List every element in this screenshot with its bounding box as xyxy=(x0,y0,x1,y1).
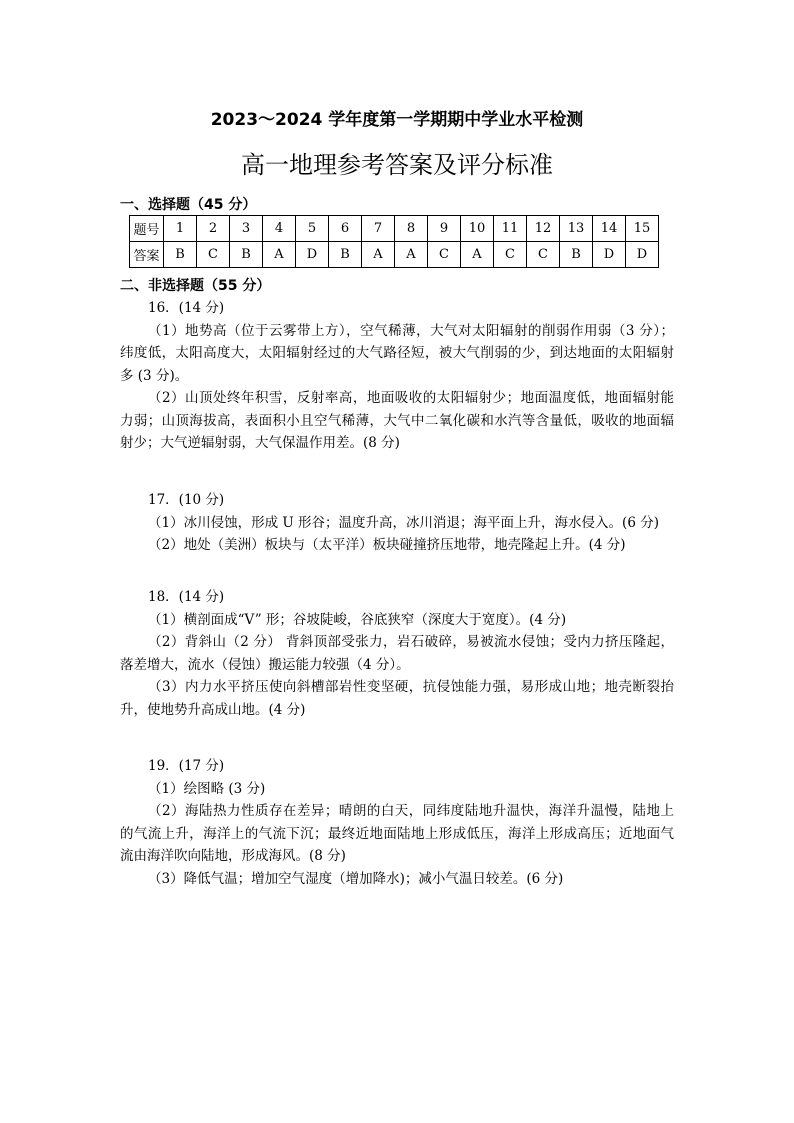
question-number: 9 xyxy=(428,216,461,242)
question-number: 11 xyxy=(494,216,527,242)
q18-answer-2-line: （2）背斜山（2 分） 背斜顶部受张力，岩石破碎，易被流水侵蚀；受内力挤压隆起， xyxy=(148,634,674,650)
question-number: 8 xyxy=(395,216,428,242)
q16-answer-2-line: 射少；大气逆辐射弱，大气保温作用差。(8 分) xyxy=(120,435,400,451)
answer-cell: C xyxy=(527,242,560,268)
q16-answer-2-line: （2）山顶处终年积雪，反射率高，地面吸收的太阳辐射少；地面温度低，地面辐射能 xyxy=(148,390,674,406)
q16-answer-2-line: 力弱；山顶海拔高，表面积小且空气稀薄，大气中二氧化碳和水汽等含量低，吸收的地面辐 xyxy=(120,412,674,429)
question-number: 13 xyxy=(560,216,593,242)
row-label: 答案 xyxy=(130,242,164,268)
document-subtitle: 高一地理参考答案及评分标准 xyxy=(241,151,553,179)
question-number: 15 xyxy=(626,216,659,242)
q16-answer-1-line: 多 (3 分)。 xyxy=(120,367,189,384)
q19-answer-2-line: 的气流上升，海洋上的气流下沉；最终近地面陆地上形成低压，海洋上形成高压；近地面气 xyxy=(120,825,674,842)
question-number: 7 xyxy=(362,216,395,242)
q18-answer-3-line: 升，使地势升高成山地。(4 分) xyxy=(120,701,306,718)
q18-answer-1: （1）横剖面成“V” 形；谷坡陡峻，谷底狭窄（深度大于宽度）。(4 分) xyxy=(148,611,567,628)
answer-table xyxy=(129,215,659,268)
answer-cell: B xyxy=(164,242,197,268)
answer-cell: D xyxy=(296,242,329,268)
answer-row xyxy=(130,242,659,268)
question-number: 10 xyxy=(461,216,494,242)
question-17-number: 17．(10 分) xyxy=(148,492,225,508)
question-number: 3 xyxy=(230,216,263,242)
q17-answer-2: （2）地处（美洲）板块与（太平洋）板块碰撞挤压地带，地壳隆起上升。(4 分) xyxy=(148,537,626,553)
answer-cell: A xyxy=(395,242,428,268)
answer-cell: B xyxy=(230,242,263,268)
answer-cell: B xyxy=(560,242,593,268)
question-16-number: 16．(14 分) xyxy=(148,300,225,316)
question-16 xyxy=(120,297,674,455)
q19-answer-1: （1）绘图略 (3 分) xyxy=(148,780,266,797)
question-19 xyxy=(120,755,674,890)
q19-answer-2-line: （2）海陆热力性质存在差异；晴朗的白天，同纬度陆地升温快，海洋升温慢，陆地上 xyxy=(148,803,674,819)
answer-cell: B xyxy=(329,242,362,268)
q17-answer-1: （1）冰川侵蚀，形成 U 形谷；温度升高，冰川消退；海平面上升，海水侵入。(6 分) xyxy=(148,514,659,531)
q16-answer-1-line: 纬度低，太阳高度大，太阳辐射经过的大气路径短，被大气削弱的少，到达地面的太阳辐射 xyxy=(120,345,674,361)
question-18-number: 18．(14 分) xyxy=(148,589,225,605)
section1-heading: 一、选择题（45 分） xyxy=(120,197,257,213)
question-number: 6 xyxy=(329,216,362,242)
exam-title: 2023～2024 学年度第一学期期中学业水平检测 xyxy=(210,110,584,130)
question-number: 12 xyxy=(527,216,560,242)
question-number: 14 xyxy=(593,216,626,242)
question-19-number: 19．(17 分) xyxy=(148,758,225,774)
question-number: 4 xyxy=(263,216,296,242)
answer-cell: C xyxy=(494,242,527,268)
q19-answer-3: （3）降低气温；增加空气湿度（增加降水)；减小气温日较差。(6 分) xyxy=(148,870,564,887)
answer-cell: C xyxy=(428,242,461,268)
q19-answer-2-line: 流由海洋吹向陆地，形成海风。(8 分) xyxy=(120,848,346,864)
row-label: 题号 xyxy=(130,216,164,242)
answer-cell: A xyxy=(362,242,395,268)
answer-cell: C xyxy=(197,242,230,268)
q18-answer-3-line: （3）内力水平挤压使向斜槽部岩性变坚硬，抗侵蚀能力强，易形成山地；地壳断裂抬 xyxy=(148,679,674,695)
question-18 xyxy=(120,586,674,721)
answer-cell: D xyxy=(626,242,659,268)
section2-heading: 二、非选择题（55 分） xyxy=(120,278,271,294)
q18-answer-2-line: 落差增大，流水（侵蚀）搬运能力较强（4 分）。 xyxy=(120,656,410,673)
question-17 xyxy=(120,489,674,557)
answer-cell: A xyxy=(263,242,296,268)
answer-cell: A xyxy=(461,242,494,268)
question-number: 1 xyxy=(164,216,197,242)
question-number: 5 xyxy=(296,216,329,242)
answer-cell: D xyxy=(593,242,626,268)
question-number: 2 xyxy=(197,216,230,242)
q16-answer-1-line: （1）地势高（位于云雾带上方），空气稀薄，大气对太阳辐射的削弱作用弱（3 分）； xyxy=(148,322,674,339)
number-row xyxy=(130,216,659,242)
